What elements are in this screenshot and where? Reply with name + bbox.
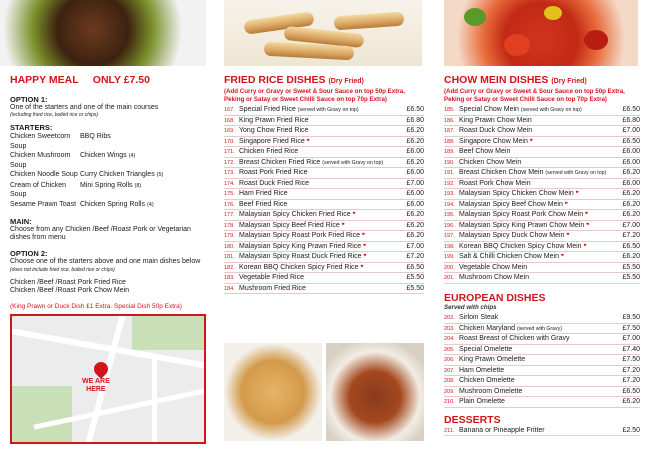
item-price: £7.00 <box>622 221 640 229</box>
item-name: Roast Duck Chow Mein <box>459 127 533 134</box>
item-number: 190. <box>444 159 455 166</box>
item-price: £7.20 <box>406 253 424 260</box>
main-title: MAIN: <box>10 217 32 226</box>
item-name-cell <box>239 137 396 148</box>
item-name-cell <box>459 200 612 211</box>
item-price: £6.00 <box>406 148 424 155</box>
item-name: Mushroom Chow Mein <box>459 274 530 281</box>
menu-item-row <box>444 221 640 232</box>
menu-item-row <box>444 273 640 284</box>
menu-item-row <box>224 105 424 116</box>
starter-item: Chicken Noodle Soup <box>10 171 78 178</box>
item-number: 181. <box>224 254 235 260</box>
item-price: £6.20 <box>406 127 424 134</box>
item-price: £5.50 <box>622 263 640 271</box>
item-name: Malaysian Spicy Roast Pork Chow Mein <box>459 211 584 218</box>
menu-item-row <box>444 313 640 324</box>
fried-rice-note: (Add Curry or Gravy or Sweet & Sour Sauce on top 50p Extra, Peking or Satay or Sweet Chilli Sauce on top 70p Extra) <box>224 88 405 103</box>
option2-line1: Chicken /Beef /Roast Pork Fried Rice <box>10 279 126 286</box>
item-name: Roast Breast of Chicken with Gravy <box>459 335 570 342</box>
item-name-cell <box>459 355 612 366</box>
menu-item-row <box>444 105 640 116</box>
item-price: £5.50 <box>622 274 640 281</box>
menu-item-row <box>444 334 640 345</box>
item-price: £7.50 <box>622 356 640 363</box>
item-name: Roast Pork Chow Mein <box>459 179 531 187</box>
item-name: Special Chow Mein <box>459 106 519 113</box>
menu-item-row <box>224 252 424 263</box>
item-name-cell <box>459 116 612 127</box>
item-name-cell <box>459 263 612 274</box>
item-name-cell <box>459 397 612 408</box>
item-name-cell <box>239 231 396 242</box>
item-name-cell <box>239 221 396 232</box>
item-number: 176. <box>224 201 235 208</box>
item-price: £7.00 <box>622 335 640 342</box>
menu-item-row <box>444 366 640 377</box>
item-name: King Prawn Fried Rice <box>239 116 309 124</box>
item-price: £7.20 <box>622 377 640 384</box>
item-number: 208. <box>444 378 455 384</box>
item-price: £6.20 <box>406 221 424 229</box>
item-number: 174. <box>224 180 235 187</box>
chili-icon: ❞ <box>564 201 568 208</box>
item-number: 169. <box>224 128 235 134</box>
item-price: £6.00 <box>406 200 424 208</box>
item-price: £6.20 <box>622 200 640 208</box>
item-number: 192. <box>444 180 455 187</box>
item-name: Singapore Fried Rice <box>239 137 305 145</box>
item-name: Mushroom Omelette <box>459 387 523 395</box>
fried-rice-list <box>224 105 424 294</box>
item-name: Yong Chow Fried Rice <box>239 127 309 134</box>
item-note: (served with Gravy on top) <box>297 107 359 113</box>
option1-note: (including fried rice, boiled rice or chips) <box>10 112 99 118</box>
menu-item-row <box>444 189 640 200</box>
item-name-cell <box>459 376 612 387</box>
item-name: Roast Pork Fried Rice <box>239 169 308 176</box>
item-name-cell <box>459 242 612 253</box>
item-price: £5.50 <box>406 284 424 292</box>
item-price: £9.50 <box>622 314 640 321</box>
item-price: £6.00 <box>622 148 640 155</box>
menu-item-row <box>444 137 640 148</box>
desserts-title: DESSERTS <box>444 413 501 426</box>
item-price: £6.50 <box>622 106 640 113</box>
item-name-cell <box>459 105 612 116</box>
item-name-cell <box>239 116 396 127</box>
menu-item-row <box>444 252 640 263</box>
item-name-cell <box>459 137 612 148</box>
chow-mein-title: CHOW MEIN DISHES (Dry Fried) <box>444 74 587 86</box>
menu-item-row <box>224 189 424 200</box>
item-price: £7.20 <box>622 232 640 239</box>
item-price: £6.50 <box>406 263 424 271</box>
item-note: (served with Gravy on top) <box>545 170 607 176</box>
fried-wontons-photo <box>224 343 322 441</box>
item-name: Breast Chicken Fried Rice <box>239 158 321 166</box>
chili-icon: ❞ <box>306 138 310 145</box>
item-price: £6.00 <box>406 190 424 197</box>
item-number: 200. <box>444 264 455 271</box>
item-name-cell <box>459 313 612 324</box>
starter-item-other: BBQ Ribs <box>80 133 111 140</box>
item-number: 194. <box>444 201 455 208</box>
menu-item-row <box>224 158 424 169</box>
item-number: 173. <box>224 170 235 176</box>
item-name-cell <box>239 179 396 190</box>
item-name-cell <box>459 273 612 284</box>
item-price: £6.80 <box>406 116 424 124</box>
item-name: Special Omelette <box>459 345 513 353</box>
menu-item-row <box>444 355 640 366</box>
menu-item-row <box>224 137 424 148</box>
item-name-cell <box>239 158 396 169</box>
item-price: £6.00 <box>406 169 424 176</box>
item-name: Singapore Chow Mein <box>459 137 528 145</box>
item-price: £7.00 <box>622 127 640 134</box>
item-name-cell <box>239 284 396 295</box>
item-price: £6.50 <box>622 137 640 145</box>
item-number: 204. <box>444 336 455 342</box>
item-name: Vegetable Chow Mein <box>459 263 528 271</box>
menu-item-row <box>224 147 424 158</box>
menu-item-row <box>444 116 640 127</box>
chow-mein-section <box>444 74 640 436</box>
item-name: Banana or Pineapple Fritter <box>459 426 545 434</box>
chili-icon: ❞ <box>583 243 587 250</box>
item-name: Special Fried Rice <box>239 106 296 113</box>
item-name-cell <box>239 200 396 211</box>
chow-mein-note: (Add Curry or Gravy or Sweet & Sour Sauce on top 50p Extra, Peking or Satay or Sweet Chilli Sauce on top 70p Extra) <box>444 88 625 103</box>
european-title: EUROPEAN DISHES <box>444 291 546 304</box>
item-number: 196. <box>444 222 455 229</box>
starter-item: Sesame Prawn Toast <box>10 200 77 208</box>
option2-title: OPTION 2: <box>10 249 48 258</box>
menu-item-row <box>444 426 640 437</box>
chow-mein-list <box>444 105 640 284</box>
chili-icon: ❞ <box>566 233 570 239</box>
item-number: 179. <box>224 233 235 239</box>
item-name-cell <box>239 252 396 263</box>
item-name-cell <box>459 221 612 232</box>
item-name-cell <box>239 210 396 221</box>
item-price: £7.00 <box>406 179 424 187</box>
item-name: Malaysian Spicy Chicken Chow Mein <box>459 190 574 197</box>
item-name: King Prawn Chow Mein <box>459 116 532 124</box>
menu-item-row <box>444 210 640 221</box>
item-number: 193. <box>444 191 455 197</box>
item-price: £5.50 <box>406 274 424 281</box>
item-number: 187. <box>444 128 455 134</box>
item-name: Malaysian Spicy Duck Chow Mein <box>459 232 565 239</box>
menu-item-row <box>224 116 424 127</box>
item-price: £7.40 <box>622 345 640 353</box>
location-map[interactable] <box>10 314 206 444</box>
item-name: Malaysian Spicy Roast Duck Fried Rice <box>239 253 362 260</box>
item-price: £6.50 <box>406 106 424 113</box>
item-name-cell <box>239 126 396 137</box>
starters-title: STARTERS: <box>10 123 53 132</box>
menu-item-row <box>444 168 640 179</box>
item-name-cell <box>459 210 612 221</box>
item-name: Malaysian Spicy King Prawn Chow Mein <box>459 221 585 229</box>
menu-item-row <box>444 376 640 387</box>
item-number: 206. <box>444 357 455 363</box>
item-name: Breast Chicken Chow Mein <box>459 169 544 176</box>
extra-note: (King Prawn or Duck Dish £1 Extra. Special Dish 50p Extra) <box>10 303 182 310</box>
item-name: Beef Chow Mein <box>459 148 511 155</box>
european-note: Served with chips <box>444 303 497 311</box>
menu-item-row <box>224 210 424 221</box>
item-number: 186. <box>444 117 455 124</box>
soup-bowl-photo <box>326 343 424 441</box>
beef-dish-photo <box>0 0 206 66</box>
item-name-cell <box>459 147 612 158</box>
item-name: Malaysian Spicy Chicken Fried Rice <box>239 211 351 218</box>
main-text: Choose from any Chicken /Beef /Roast Pork or Vegetarian dishes from menu <box>10 226 191 241</box>
item-price: £6.20 <box>622 211 640 218</box>
item-name: Malaysian Spicy Beef Chow Mein <box>459 200 563 208</box>
item-price: £6.20 <box>406 211 424 218</box>
item-name-cell <box>459 158 612 169</box>
item-number: 170. <box>224 138 235 145</box>
item-name-cell <box>459 189 612 200</box>
chili-icon: ❞ <box>363 254 367 260</box>
item-name-cell <box>459 334 612 345</box>
item-number: 185. <box>444 107 455 113</box>
starter-item: Chicken Sweetcorn Soup <box>10 133 71 150</box>
item-name: Korean BBQ Chicken Spicy Fried Rice <box>239 263 359 271</box>
item-name: Chicken Omelette <box>459 377 515 384</box>
item-number: 201. <box>444 275 455 281</box>
map-label: WE ARE HERE <box>82 378 110 393</box>
chili-icon: ❞ <box>352 212 356 218</box>
item-number: 205. <box>444 346 455 353</box>
item-number: 203. <box>444 325 455 332</box>
item-name-cell <box>239 273 396 284</box>
menu-item-row <box>224 179 424 190</box>
item-price: £6.80 <box>622 116 640 124</box>
item-name-cell <box>459 252 612 263</box>
menu-item-row <box>444 242 640 253</box>
item-name: Ham Fried Rice <box>239 190 288 197</box>
starter-item-other: Chicken Spring Rolls (4) <box>80 200 154 208</box>
chili-icon: ❞ <box>529 138 533 145</box>
item-number: 171. <box>224 149 235 155</box>
item-number: 209. <box>444 388 455 395</box>
menu-item-row <box>224 231 424 242</box>
item-number: 211. <box>444 427 455 434</box>
item-name: Malaysian Spicy King Prawn Fried Rice <box>239 242 362 250</box>
item-price: £6.00 <box>622 158 640 166</box>
menu-item-row <box>224 284 424 295</box>
menu-item-row <box>444 200 640 211</box>
menu-item-row <box>224 168 424 179</box>
item-price: £6.00 <box>622 179 640 187</box>
item-number: 199. <box>444 254 455 260</box>
item-price: £6.20 <box>406 232 424 239</box>
item-name: Malaysian Spicy Beef Fried Rice <box>239 221 340 229</box>
item-number: 202. <box>444 315 455 321</box>
item-number: 188. <box>444 138 455 145</box>
sweet-sour-dish-photo <box>444 0 638 66</box>
starter-item: Cream of Chicken Soup <box>10 181 67 198</box>
item-name: Ham Omelette <box>459 366 505 374</box>
item-note: (served with Gravy) <box>516 325 562 332</box>
item-note: (served with Gravy on top) <box>322 159 384 166</box>
item-name-cell <box>239 147 396 158</box>
item-name: Korean BBQ Chicken Spicy Chow Mein <box>459 242 582 250</box>
item-price: £7.20 <box>622 366 640 374</box>
item-name: Malaysian Spicy Roast Pork Fried Rice <box>239 232 360 239</box>
item-note: (served with Gravy on top) <box>520 107 582 113</box>
menu-item-row <box>224 242 424 253</box>
item-number: 182. <box>224 264 235 271</box>
item-price: £6.50 <box>622 387 640 395</box>
item-number: 210. <box>444 399 455 405</box>
chili-icon: ❞ <box>362 233 365 239</box>
item-price: £6.50 <box>622 242 640 250</box>
item-price: £7.00 <box>406 242 424 250</box>
item-number: 207. <box>444 367 455 374</box>
item-name: Beef Fried Rice <box>239 200 288 208</box>
item-number: 191. <box>444 170 455 176</box>
item-name-cell <box>459 426 612 437</box>
item-number: 180. <box>224 243 235 250</box>
item-price: £6.20 <box>622 190 640 197</box>
option2-line2: Chicken /Beef /Roast Pork Chow Mein <box>10 287 130 294</box>
happy-meal-price: ONLY £7.50 <box>92 74 150 86</box>
starters-list <box>10 132 210 210</box>
option1-title: OPTION 1: <box>10 95 48 104</box>
menu-item-row <box>224 126 424 137</box>
fried-rice-section <box>224 74 424 294</box>
item-number: 189. <box>444 149 455 155</box>
item-number: 197. <box>444 233 455 239</box>
item-number: 168. <box>224 117 235 124</box>
option2-text: Choose one of the starters above and one main dishes below (does not include fried rice, boiled rice or chips) <box>10 258 201 273</box>
item-name-cell <box>459 366 612 377</box>
item-name-cell <box>459 231 612 242</box>
chili-icon: ❞ <box>585 212 589 218</box>
menu-item-row <box>224 200 424 211</box>
menu-item-row <box>224 263 424 274</box>
menu-item-row <box>444 345 640 356</box>
menu-item-row <box>444 126 640 137</box>
item-price: £6.20 <box>622 169 640 176</box>
item-price: £6.20 <box>622 253 640 260</box>
menu-item-row <box>444 179 640 190</box>
happy-meal-title: HAPPY MEAL <box>10 74 79 86</box>
item-number: 178. <box>224 222 235 229</box>
item-price: £2.50 <box>622 426 640 434</box>
item-name-cell <box>239 168 396 179</box>
item-name: Roast Duck Fried Rice <box>239 179 310 187</box>
item-name-cell <box>239 105 396 116</box>
item-name-cell <box>459 179 612 190</box>
item-number: 184. <box>224 285 235 292</box>
item-number: 172. <box>224 159 235 166</box>
item-name: Chicken Fried Rice <box>239 148 299 155</box>
menu-item-row <box>444 387 640 398</box>
desserts-list <box>444 426 640 437</box>
item-number: 167. <box>224 107 235 113</box>
menu-item-row <box>444 147 640 158</box>
chili-icon: ❞ <box>341 222 345 229</box>
item-name-cell <box>459 387 612 398</box>
happy-meal-section <box>10 74 210 311</box>
menu-item-row <box>444 158 640 169</box>
starter-item-other: Curry Chicken Triangles (5) <box>80 171 164 178</box>
starter-item-other: Chicken Wings (4) <box>80 152 136 159</box>
item-name-cell <box>239 263 396 274</box>
menu-item-row <box>444 397 640 408</box>
item-name: Vegetable Fried Rice <box>239 274 304 281</box>
item-number: 177. <box>224 212 235 218</box>
item-name-cell <box>239 189 396 200</box>
item-name: Chicken Chow Mein <box>459 158 522 166</box>
chili-icon: ❞ <box>363 243 367 250</box>
chili-icon: ❞ <box>575 191 579 197</box>
fried-rice-title: FRIED RICE DISHES (Dry Fried) <box>224 74 364 86</box>
item-name-cell <box>459 324 612 335</box>
chili-icon: ❞ <box>360 264 364 271</box>
option1-text: One of the starters and one of the main courses <box>10 104 159 111</box>
item-price: £7.50 <box>622 324 640 332</box>
item-number: 198. <box>444 243 455 250</box>
spring-rolls-photo <box>224 0 422 66</box>
chili-icon: ❞ <box>560 254 564 260</box>
item-number: 195. <box>444 212 455 218</box>
starter-item-other: Mini Spring Rolls (8) <box>80 181 142 189</box>
item-name: Mushroom Fried Rice <box>239 284 306 292</box>
menu-item-row <box>224 221 424 232</box>
item-price: £6.20 <box>406 137 424 145</box>
item-name: King Prawn Omelette <box>459 356 526 363</box>
item-name-cell <box>459 126 612 137</box>
menu-item-row <box>444 263 640 274</box>
item-number: 183. <box>224 275 235 281</box>
menu-item-row <box>444 324 640 335</box>
starter-item: Chicken Mushroom Soup <box>10 152 71 169</box>
item-name-cell <box>239 242 396 253</box>
menu-item-row <box>444 231 640 242</box>
item-name: Chicken Maryland <box>459 324 516 332</box>
item-price: £6.20 <box>622 398 640 405</box>
item-name-cell <box>459 345 612 356</box>
item-number: 175. <box>224 191 235 197</box>
item-name: Plain Omelette <box>459 398 505 405</box>
menu-item-row <box>224 273 424 284</box>
item-name: Salt & Chilli Chicken Chow Mein <box>459 253 559 260</box>
european-list <box>444 313 640 408</box>
item-name-cell <box>459 168 612 179</box>
chili-icon: ❞ <box>586 222 590 229</box>
item-name: Sirloin Steak <box>459 314 499 321</box>
item-price: £6.20 <box>406 158 424 166</box>
